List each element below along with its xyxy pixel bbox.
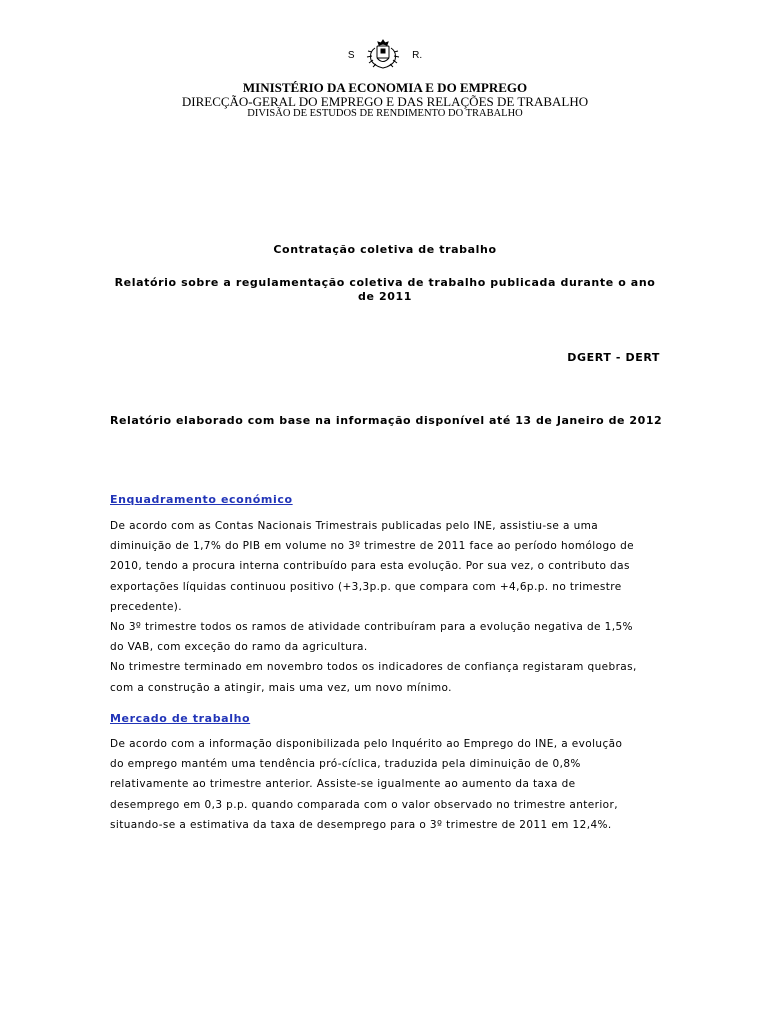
emblem-header — [0, 38, 770, 73]
paragraph-line: No trimestre terminado em novembro todos os indicadores de confiança registaram quebras, — [110, 661, 637, 674]
paragraph-line: No 3º trimestre todos os ramos de atividade contribuíram para a evolução negativa de 1,5% — [110, 621, 633, 634]
paragraph-line: do VAB, com exceção do ramo da agricultura. — [110, 641, 368, 654]
ministry-name: MINISTÉRIO DA ECONOMIA E DO EMPREGO — [242, 80, 528, 95]
document-title: Contratação coletiva de trabalho — [273, 243, 497, 256]
division-name: DIVISÃO DE ESTUDOS DE RENDIMENTO DO TRABALHO — [247, 108, 523, 119]
emblem-letter-right: R. — [412, 50, 423, 61]
section-heading-labour-market[interactable]: Mercado de trabalho — [110, 712, 251, 725]
paragraph-line: precedente). — [110, 600, 183, 613]
paragraph-line: do emprego mantém uma tendência pró-cíclica, traduzida pela diminuição de 0,8% — [110, 758, 581, 771]
emblem-letter-left: S — [347, 50, 355, 61]
paragraph-line: exportações líquidas continuou positivo (+3,3p.p. que compara com +4,6p.p. no trimestre — [110, 580, 622, 593]
paragraph-line: diminuição de 1,7% do PIB em volume no 3º trimestre de 2011 face ao período homólogo de — [110, 540, 635, 553]
paragraph-line: desemprego em 0,3 p.p. quando comparada com o valor observado no trimestre anterior, — [110, 798, 618, 811]
section-heading-economic-framework[interactable]: Enquadramento económico — [110, 493, 293, 506]
basis-note: Relatório elaborado com base na informação disponível até 13 de Janeiro de 2012 — [110, 414, 663, 427]
directorate-name: DIRECÇÃO-GERAL DO EMPREGO E DAS RELAÇÕES DE TRABALHO — [181, 94, 589, 109]
paragraph-line: 2010, tendo a procura interna contribuído para esta evolução. Por sua vez, o contributo das — [110, 560, 630, 573]
paragraph-line: relativamente ao trimestre anterior. Assiste-se igualmente ao aumento da taxa de — [110, 778, 576, 791]
paragraph-line: De acordo com a informação disponibilizada pelo Inquérito ao Emprego do INE, a evolução — [110, 738, 623, 750]
document-subtitle: Relatório sobre a regulamentação coletiva de trabalho publicada durante o ano de 2011 — [114, 276, 656, 303]
paragraph-line: situando-se a estimativa da taxa de desemprego para o 3º trimestre de 2011 em 12,4%. — [110, 818, 612, 831]
section-body-labour-market — [110, 734, 659, 835]
section-body-economic-framework — [110, 516, 659, 698]
coat-of-arms-icon — [365, 38, 401, 73]
paragraph-line: De acordo com as Contas Nacionais Trimestrais publicadas pelo INE, assistiu-se a uma — [110, 520, 599, 532]
paragraph-line: com a construção a atingir, mais uma vez, um novo mínimo. — [110, 681, 452, 694]
document-author: DGERT - DERT — [567, 351, 660, 364]
